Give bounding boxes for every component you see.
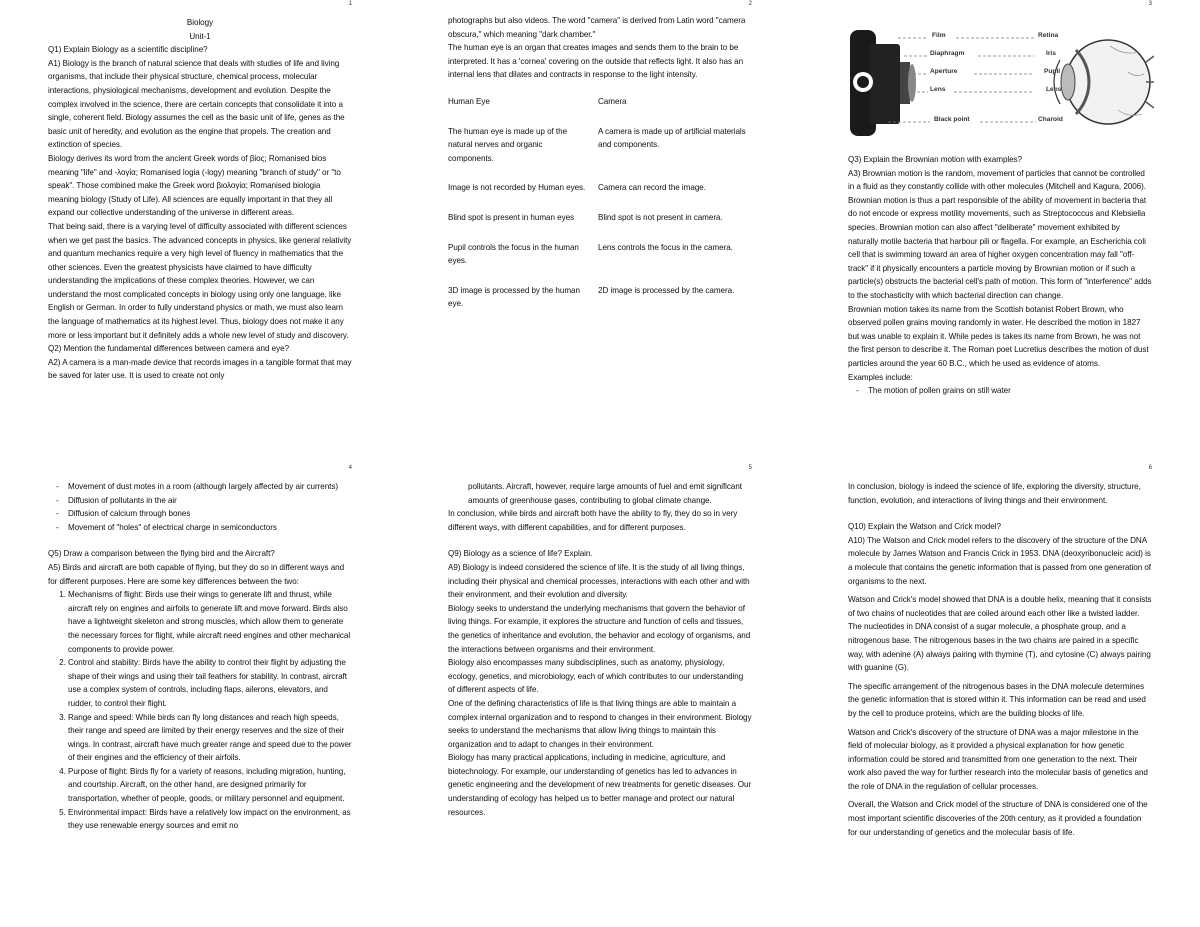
list-item: 2. Control and stability: Birds have the ability to control their flight by adjusting the shape of their wings and using their tail feathers for stability. In contrast, aircraft use a complex system of controls, including flaps, ailerons, elevators, and rudder, to control their flight. <box>68 656 352 710</box>
page-content <box>48 16 352 383</box>
table-cell: Camera can record the image. <box>598 183 706 193</box>
page-5 <box>400 464 800 927</box>
spacer <box>848 507 1152 520</box>
page-4 <box>0 464 400 927</box>
answer-3: A3) Brownian motion is the random, movement of particles that cannot be controlled in a fluid as they constantly collide with other molecules (Mitchell and Kagura, 2006). Brownian motion is thus a part responsible of the ability of movement in bacteria that do not encode or express motility movements, such as Streptococcus and Klebsiella species. Brownian motion can also affect "deliberate" movement exhibited by naturally motile bacteria that harbour pili or flagella. For example, an Escherichia coli cell that is swimming toward an area of higher oxygen concentration may fall "off-track" if it physically encounters a particle moving by Brownian motion or if such a particle(s) obstructs the bacterial cell's path of motion. This form of "interference" adds to the stochasticity with which bacterial direction can change. <box>848 168 1152 300</box>
paragraph: One of the defining characteristics of life is that living things are able to maintain a complex internal organization and to respond to changes in their environment. Biology seeks to understand the mechanisms that allow living things to maintain this organization and to adapt to changes in their environment. <box>448 698 752 749</box>
table-row <box>448 211 748 241</box>
question-5: Q5) Draw a comparison between the flying bird and the Aircraft? <box>48 549 275 559</box>
page-6 <box>800 464 1200 927</box>
page-number: 1 <box>348 1 352 7</box>
paragraph: That being said, there is a varying level of difficulty associated with different sciences when we get past the basics. The advanced concepts in physics, like general relativity and quantum mechanics require a very high level of fluency in mathematics that the other sciences. Even the greatest physicists have claimed to have difficulty understanding the implications of these complex theories. However, we can understand the most complicated concepts in biology using only one language, like English or German. In order to fully understand physics or math, we must also learn the language of mathematics at its highest level. Thus, biology does not make it any more or less important but it definitely adds a whole new level of study and discovery. <box>48 221 352 340</box>
table-row <box>448 241 748 284</box>
table-cell: The human eye is made up of the natural nerves and organic components. <box>448 126 568 163</box>
page-number: 6 <box>1148 465 1152 471</box>
question-3: Q3) Explain the Brownian motion with examples? <box>848 155 1023 164</box>
page-3 <box>800 0 1200 463</box>
label-film: Film <box>932 32 946 39</box>
label-diaphragm: Diaphragm <box>930 50 965 57</box>
question-9: Q9) Biology as a science of life? Explain. <box>448 549 593 559</box>
paragraph: Biology also encompasses many subdisciplines, such as anatomy, physiology, ecology, genetics, and microbiology, each of which contributes to our understanding of different aspects of life. <box>448 658 744 695</box>
question-1: Q1) Explain Biology as a scientific discipline? <box>48 45 208 55</box>
answer-5: A5) Birds and aircraft are both capable of flying, but they do so in different ways and for different purposes. Here are some key differences between the two: <box>48 562 345 586</box>
page-content <box>448 480 752 819</box>
paragraph: photographs but also videos. The word "camera" is derived from Latin word "camera obscura," which meaning "dark chamber." <box>448 16 746 39</box>
page-content <box>848 153 1152 398</box>
table-cell: Lens controls the focus in the camera. <box>598 242 733 252</box>
table-cell: Blind spot is not present in camera. <box>598 212 723 222</box>
table-row <box>448 125 748 182</box>
diagram-labels <box>848 22 1154 144</box>
paragraph: Overall, the Watson and Crick model of the structure of DNA is considered one of the most important scientific discoveries of the 20th century, as it provided a foundation for our understanding of genetics and the molecular basis of life. <box>848 800 1148 837</box>
paragraph: In conclusion, biology is indeed the science of life, exploring the diversity, structure, function, evolution, and interactions of living things and their environment. <box>848 482 1141 505</box>
paragraph: The specific arrangement of the nitrogenous bases in the DNA molecule determines the genetic information that is stored within it. This information can be read and used by the cell to produce proteins, which are the building blocks of life. <box>848 681 1146 718</box>
question-2: Q2) Mention the fundamental differences between camera and eye? <box>48 344 290 354</box>
list-item: 5. Environmental impact: Birds have a relatively low impact on the environment, as they use renewable energy sources and emit no <box>68 806 352 833</box>
spacer <box>48 534 352 547</box>
paragraph: Biology has many practical applications, including in medicine, agriculture, and biotechnology. For example, our understanding of genetics has led to advances in genetic engineering and the development of new treatments for genetic diseases. Our understanding of ecology has helped us to better manage and protect our natural resources. <box>448 753 752 817</box>
table-cell: Blind spot is present in human eyes <box>448 212 575 222</box>
answer-2: A2) A camera is a man-made device that records images in a tangible format that may be saved for later use. It is used to create not only <box>48 357 352 381</box>
table-header-cell: Camera <box>598 96 627 106</box>
page-content <box>48 480 352 833</box>
spacer <box>448 534 752 547</box>
answer-1: A1) Biology is the branch of natural science that deals with studies of life and living organisms, that include their physical structure, chemical process, molecular interactions, physiological mechanisms, development and evolution. Despite the complex involved in the science, there are certain concepts that consolidate it into a single, coherent field. Biology assumes the cell as the basic unit of life, genes as the basic unit of heredity, and evolution as the engine that propels. The creation and extinction of species. <box>48 58 345 150</box>
paragraph: Brownian motion takes its name from the Scottish botanist Robert Brown, who observed pollen grains moving randomly in water. He described the motion in 1827 but was unable to explain it. While pedes is takes its name from Brown, he was not the first person to describe it. The Roman poet Lucretius describes the motion of dust particles around the year 60 B.C., which he used as evidence of atoms. <box>848 304 1149 368</box>
differences-list <box>48 588 352 833</box>
list-item-continued: pollutants. Aircraft, however, require large amounts of fuel and emit significant amounts of greenhouse gases, contributing to global climate change. <box>468 482 742 505</box>
table-cell: 2D image is processed by the camera. <box>598 285 735 295</box>
answer-10: A10) The Watson and Crick model refers to the discovery of the structure of the DNA molecule by James Watson and Francis Crick in 1953. DNA (deoxyribonucleic acid) is a molecule that contains the genetic information that is passed from one generation of organisms to the next. <box>848 535 1151 586</box>
label-lens-eye: Lens <box>1046 86 1062 93</box>
label-choroid: Charoid <box>1038 116 1063 123</box>
paragraph: Biology seeks to understand the underlying mechanisms that govern the behavior of living things. For example, it explores the structure and function of cells and tissues, the genetics of inheritance and evolution, the behavior and ecology of organisms, and the interactions between organisms and their environment. <box>448 603 751 654</box>
paragraph: In conclusion, while birds and aircraft both have the ability to fly, they do so in very different ways, with different capabilities, and for different purposes. <box>448 509 738 532</box>
table-row <box>448 284 748 327</box>
page-content <box>448 14 752 327</box>
document-subtitle: Unit-1 <box>189 31 211 41</box>
examples-list <box>48 480 352 534</box>
list-item: - Diffusion of pollutants in the air <box>48 494 352 508</box>
list-item: 4. Purpose of flight: Birds fly for a variety of reasons, including migration, hunting, and courtship. Aircraft, on the other hand, are designed primarily for transportation, whether of people, goods, or military personnel and equipment. <box>68 765 352 806</box>
page-number: 3 <box>1148 1 1152 7</box>
table-cell: 3D image is processed by the human eye. <box>448 285 580 309</box>
label-pupil: Pupil <box>1044 68 1061 75</box>
list-item: - Diffusion of calcium through bones <box>48 507 352 521</box>
label-black-point: Black point <box>934 116 970 123</box>
list-item: - The motion of pollen grains on still water <box>848 384 1152 398</box>
spacer <box>448 82 752 95</box>
page-number: 5 <box>748 465 752 471</box>
paragraph: Watson and Crick's discovery of the structure of DNA was a major milestone in the field of molecular biology, as it provided a physical explanation for how genetic information could be stored and transmitted from one generation to the next. Their work also paved the way for further research into the molecular basis of genetics and the role of DNA in the regulation of cellular processes. <box>848 727 1148 791</box>
comparison-table <box>448 95 748 327</box>
label-retina: Retina <box>1038 32 1059 39</box>
paragraph: The human eye is an organ that creates images and sends them to the brain to be interpreted. It has a 'cornea' covering on the outside that reflects light. It also has an internal lens that dilates and contracts in response to the light intensity. <box>448 43 744 80</box>
label-lens-camera: Lens <box>930 86 946 93</box>
page-number: 2 <box>748 1 752 7</box>
list-item: - Movement of "holes" of electrical charge in semiconductors <box>48 521 352 535</box>
label-iris: Iris <box>1046 50 1056 57</box>
page-2 <box>400 0 800 463</box>
label-aperture: Aperture <box>930 68 958 75</box>
question-10: Q10) Explain the Watson and Crick model? <box>848 522 1001 532</box>
document-title: Biology <box>186 18 214 27</box>
examples-list <box>848 384 1152 398</box>
paragraph: Biology derives its word from the ancient Greek words of βίος; Romanised bios meaning "life" and -λογία; Romanised logia (-logy) meaning "branch of study" or "to speak". Those combined make the Greek word βιολογία; Romanised biologia meaning biology (Study of Life). All sciences are equally important in that they all expand our collective understanding of the universe in different areas. <box>48 153 341 218</box>
table-cell: Image is not recorded by Human eyes. <box>448 183 586 193</box>
page-number: 4 <box>348 465 352 471</box>
paragraph: Watson and Crick's model showed that DNA is a double helix, meaning that it consists of two chains of nucleotides that are coiled around each other like a twisted ladder. The nucleotides in DNA consist of a sugar molecule, a phosphate group, and a nitrogenous base. The nitrogenous bases in the two chains are paired in a specific way, with adenine (A) always pairing with thymine (T), and cytosine (C) always pairing with guanine (G). <box>848 595 1152 673</box>
table-header-row <box>448 95 748 125</box>
table-cell: Pupil controls the focus in the human eyes. <box>448 242 579 266</box>
list-item: 3. Range and speed: While birds can fly long distances and reach high speeds, their range and speed are limited by their energy reserves and the size of their wings. In contrast, aircraft have much greater range and speed due to the power of their engines and the efficiency of their airfoils. <box>68 711 352 765</box>
table-header-cell: Human Eye <box>448 96 490 106</box>
answer-9: A9) Biology is indeed considered the science of life. It is the study of all living things, including their physical and chemical processes, interactions with each other and with their environment, and their evolution and diversity. <box>448 562 750 600</box>
table-cell: A camera is made up of artificial materials and components. <box>598 126 746 150</box>
examples-label: Examples include: <box>848 372 913 382</box>
page-content <box>848 480 1152 839</box>
list-item: - Movement of dust motes in a room (although largely affected by air currents) <box>48 480 352 494</box>
table-row <box>448 181 748 211</box>
page-1 <box>0 0 400 463</box>
list-item: 1. Mechanisms of flight: Birds use their wings to generate lift and thrust, while aircraft rely on engines and airfoils to generate lift and move forward. Birds also have a lightweight skeleton and strong muscles, which allow them to generate the necessary forces for flight, while aircraft need engines and other mechanical components to provide power. <box>68 588 352 656</box>
